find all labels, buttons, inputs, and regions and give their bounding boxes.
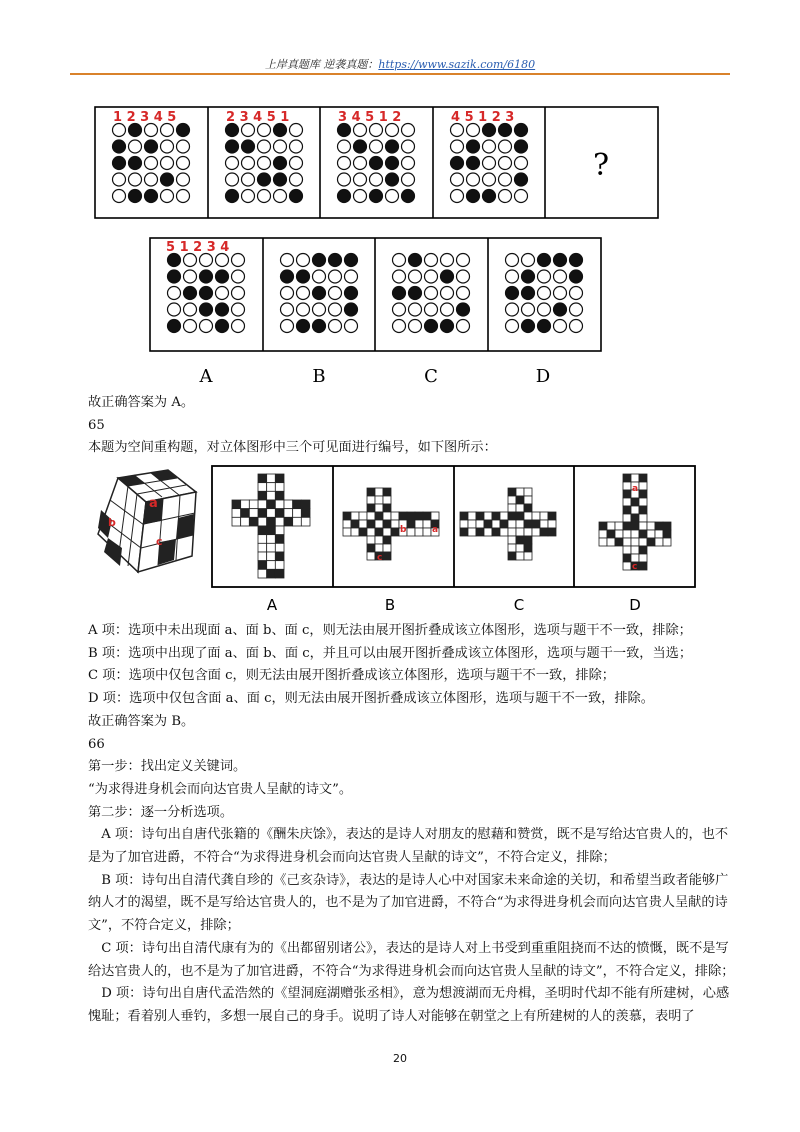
net-c-cell bbox=[524, 552, 532, 560]
net-b-cell bbox=[375, 496, 383, 504]
net-a-cell bbox=[232, 517, 241, 526]
net-c-cell bbox=[468, 520, 476, 528]
net-d-cell bbox=[639, 506, 647, 514]
net-c-cell bbox=[508, 528, 516, 536]
net-b-cell bbox=[359, 528, 367, 536]
net-b-face-c: c bbox=[377, 553, 383, 563]
net-a-cell bbox=[258, 569, 267, 578]
net-d-cell bbox=[639, 498, 647, 506]
cube-face-a: a bbox=[149, 496, 158, 511]
net-b-cell bbox=[423, 512, 431, 520]
net-a-cell bbox=[275, 474, 284, 483]
net-b-cell bbox=[343, 520, 351, 528]
net-c-cell bbox=[476, 512, 484, 520]
net-a-cell bbox=[232, 500, 241, 509]
cube-face-c: c bbox=[156, 535, 163, 548]
net-c-cell bbox=[516, 552, 524, 560]
net-b-cell bbox=[351, 528, 359, 536]
net-a-cell bbox=[275, 509, 284, 518]
net-b-cell bbox=[367, 552, 375, 560]
net-d-cell bbox=[631, 554, 639, 562]
net-d-cell bbox=[639, 490, 647, 498]
q66-step1: 第一步：找出定义关键词。 bbox=[88, 759, 247, 775]
net-b-cell bbox=[375, 536, 383, 544]
net-c-cell bbox=[484, 512, 492, 520]
net-c-cell bbox=[532, 528, 540, 536]
net-d-cell bbox=[615, 530, 623, 538]
net-d-cell bbox=[631, 530, 639, 538]
net-b-cell bbox=[391, 512, 399, 520]
net-d-cell bbox=[663, 530, 671, 538]
net-c-cell bbox=[540, 528, 548, 536]
net-c-cell bbox=[524, 528, 532, 536]
net-a-cell bbox=[293, 517, 302, 526]
net-b-face-a: a bbox=[432, 525, 439, 535]
net-d-cell bbox=[623, 506, 631, 514]
net-d-cell bbox=[607, 538, 615, 546]
net-d-cell bbox=[631, 538, 639, 546]
net-b-cell bbox=[407, 512, 415, 520]
net-b-cell bbox=[375, 528, 383, 536]
net-b-cell bbox=[383, 488, 391, 496]
net-d-cell bbox=[623, 514, 631, 522]
net-d-cell bbox=[655, 522, 663, 530]
net-a-cell bbox=[267, 517, 276, 526]
net-d-face-c: c bbox=[632, 562, 638, 572]
net-c-cell bbox=[500, 520, 508, 528]
net-b-cell bbox=[343, 528, 351, 536]
net-d-cell bbox=[623, 546, 631, 554]
q66-option-b: B 项：诗句出自清代龚自珍的《己亥杂诗》，表达的是诗人心中对国家未来命途的关切，和希望当政者能够广纳人才的渴望，既不是写给达官贵人的，也不是为了加官进爵，不符合“为求得进身机会而向达官贵人呈献的诗文”，不符合定义，排除； bbox=[88, 872, 729, 934]
q64-option-c: C bbox=[424, 366, 438, 387]
net-a-cell bbox=[267, 552, 276, 561]
net-d-cell bbox=[639, 530, 647, 538]
net-c-cell bbox=[508, 536, 516, 544]
net-a-cell bbox=[241, 500, 250, 509]
net-d-cell bbox=[623, 490, 631, 498]
net-b-cell bbox=[367, 512, 375, 520]
net-c-cell bbox=[516, 504, 524, 512]
net-a-cell bbox=[267, 509, 276, 518]
q65-intro: 本题为空间重构题，对立体图形中三个可见面进行编号，如下图所示： bbox=[88, 440, 497, 456]
net-c-cell bbox=[548, 520, 556, 528]
net-a-cell bbox=[258, 535, 267, 544]
q66-keyword: “为求得进身机会而向达官贵人呈献的诗文”。 bbox=[88, 781, 353, 797]
net-c-cell bbox=[468, 512, 476, 520]
net-a-cell bbox=[258, 491, 267, 500]
net-a-cell bbox=[258, 474, 267, 483]
net-a-cell bbox=[267, 491, 276, 500]
net-b-cell bbox=[415, 528, 423, 536]
net-a-cell bbox=[284, 500, 293, 509]
net-d-cell bbox=[631, 514, 639, 522]
net-b-cell bbox=[343, 512, 351, 520]
net-b-cell bbox=[367, 536, 375, 544]
net-a-cell bbox=[249, 517, 258, 526]
net-a-cell bbox=[284, 509, 293, 518]
net-d-cell bbox=[639, 546, 647, 554]
net-a-cell bbox=[267, 500, 276, 509]
net-drawings bbox=[232, 474, 671, 578]
net-c-cell bbox=[516, 512, 524, 520]
net-b-cell bbox=[399, 512, 407, 520]
net-b-cell bbox=[383, 528, 391, 536]
net-d-cell bbox=[647, 538, 655, 546]
net-b-cell bbox=[383, 504, 391, 512]
net-c-cell bbox=[492, 528, 500, 536]
q65-line-a: A 项：选项中未出现面 a、面 b、面 c，则无法由展开图折叠成该立体图形，选项与题干不一致，排除； bbox=[88, 623, 692, 638]
net-a-cell bbox=[275, 517, 284, 526]
net-c-cell bbox=[484, 528, 492, 536]
net-a-cell bbox=[293, 509, 302, 518]
net-c-cell bbox=[524, 512, 532, 520]
net-a-cell bbox=[301, 509, 310, 518]
net-d-cell bbox=[599, 538, 607, 546]
net-d-cell bbox=[623, 482, 631, 490]
net-d-cell bbox=[623, 522, 631, 530]
q64-option-a: A bbox=[199, 366, 213, 387]
net-b-cell bbox=[415, 520, 423, 528]
q65-option-b: B bbox=[384, 596, 396, 614]
net-b-cell bbox=[407, 528, 415, 536]
q65-answer: 故正确答案为 B。 bbox=[88, 713, 195, 729]
net-d-cell bbox=[639, 522, 647, 530]
net-a-cell bbox=[249, 500, 258, 509]
net-a-cell bbox=[267, 543, 276, 552]
net-c-cell bbox=[524, 488, 532, 496]
net-b-cell bbox=[391, 520, 399, 528]
net-d-cell bbox=[623, 554, 631, 562]
net-d-cell bbox=[623, 530, 631, 538]
net-a-cell bbox=[284, 517, 293, 526]
net-a-cell bbox=[241, 509, 250, 518]
seq-label-3: 3 4 5 1 2 bbox=[338, 110, 402, 125]
net-a-cell bbox=[258, 543, 267, 552]
q65-number: 65 bbox=[88, 417, 105, 433]
net-a-cell bbox=[267, 474, 276, 483]
net-a-cell bbox=[275, 491, 284, 500]
net-b-cell bbox=[431, 512, 439, 520]
net-c-cell bbox=[532, 520, 540, 528]
net-d-cell bbox=[647, 530, 655, 538]
net-c-cell bbox=[476, 528, 484, 536]
net-d-face-a: a bbox=[632, 484, 639, 494]
q65-analysis bbox=[88, 620, 738, 1029]
net-c-cell bbox=[508, 504, 516, 512]
net-c-cell bbox=[516, 528, 524, 536]
page-number: 20 bbox=[393, 1052, 407, 1065]
net-a-cell bbox=[275, 569, 284, 578]
net-c-cell bbox=[524, 504, 532, 512]
net-c-cell bbox=[524, 536, 532, 544]
net-a-cell bbox=[275, 543, 284, 552]
net-a-cell bbox=[275, 500, 284, 509]
net-d-cell bbox=[623, 538, 631, 546]
net-b-cell bbox=[383, 544, 391, 552]
net-c-cell bbox=[508, 544, 516, 552]
q65-line-c: C 项：选项中仅包含面 c，则无法由展开图折叠成该立体图形，选项与题干不一致，排除； bbox=[88, 668, 615, 684]
net-d-cell bbox=[599, 530, 607, 538]
net-b-cell bbox=[351, 512, 359, 520]
net-b-cell bbox=[423, 528, 431, 536]
net-c-cell bbox=[492, 512, 500, 520]
net-c-cell bbox=[524, 520, 532, 528]
q65-option-d: D bbox=[629, 596, 641, 614]
net-c-cell bbox=[524, 544, 532, 552]
net-a-cell bbox=[258, 509, 267, 518]
net-c-cell bbox=[508, 512, 516, 520]
net-d-cell bbox=[639, 562, 647, 570]
net-c-cell bbox=[516, 488, 524, 496]
net-b-cell bbox=[367, 496, 375, 504]
net-b-cell bbox=[391, 528, 399, 536]
net-a-cell bbox=[293, 500, 302, 509]
net-d-cell bbox=[655, 538, 663, 546]
q64-option-d: D bbox=[535, 366, 551, 387]
net-a-cell bbox=[258, 500, 267, 509]
net-a-cell bbox=[267, 526, 276, 535]
q64-answer: 故正确答案为 A。 bbox=[88, 395, 195, 410]
seq-label-2: 2 3 4 5 1 bbox=[226, 110, 290, 125]
net-d-cell bbox=[623, 474, 631, 482]
net-c-cell bbox=[540, 512, 548, 520]
net-c-cell bbox=[492, 520, 500, 528]
net-a-cell bbox=[301, 517, 310, 526]
net-c-cell bbox=[460, 520, 468, 528]
net-b-cell bbox=[407, 520, 415, 528]
net-d-cell bbox=[663, 538, 671, 546]
net-b-cell bbox=[375, 512, 383, 520]
net-b-cell bbox=[383, 512, 391, 520]
net-a-cell bbox=[275, 535, 284, 544]
net-c-cell bbox=[516, 536, 524, 544]
net-b-cell bbox=[367, 488, 375, 496]
net-a-cell bbox=[249, 509, 258, 518]
net-d-cell bbox=[607, 522, 615, 530]
q65-line-d: D 项：选项中仅包含面 a、面 c，则无法由展开图折叠成该立体图形，选项与题干不一致，排除。 bbox=[88, 691, 654, 707]
net-b-cell bbox=[423, 520, 431, 528]
net-a-cell bbox=[232, 509, 241, 518]
question-mark: ? bbox=[592, 148, 610, 183]
net-c-cell bbox=[516, 544, 524, 552]
net-b-cell bbox=[375, 520, 383, 528]
net-d-cell bbox=[631, 498, 639, 506]
net-c-cell bbox=[548, 512, 556, 520]
net-d-cell bbox=[639, 514, 647, 522]
net-b-cell bbox=[367, 528, 375, 536]
net-b-cell bbox=[367, 520, 375, 528]
q66-option-d: D 项：诗句出自唐代孟浩然的《望洞庭湖赠张丞相》，意为想渡湖而无舟楫，圣明时代却不能有所建树，心感愧耻；看着别人垂钓，多想一展自己的身手。说明了诗人对能够在朝堂之上有所建树的人的羡慕，表明了 bbox=[88, 986, 730, 1024]
net-a-cell bbox=[267, 569, 276, 578]
net-d-cell bbox=[631, 506, 639, 514]
net-b-cell bbox=[367, 544, 375, 552]
net-d-cell bbox=[639, 538, 647, 546]
net-c-cell bbox=[508, 488, 516, 496]
net-d-cell bbox=[655, 530, 663, 538]
net-d-cell bbox=[615, 522, 623, 530]
net-a-cell bbox=[241, 517, 250, 526]
net-c-cell bbox=[476, 520, 484, 528]
net-d-cell bbox=[647, 522, 655, 530]
net-c-cell bbox=[548, 528, 556, 536]
net-a-cell bbox=[275, 526, 284, 535]
q66-option-a: A 项：诗句出自唐代张籍的《酬朱庆馀》，表达的是诗人对朋友的慰藉和赞赏，既不是写给达官贵人的，也不是为了加官进爵，不符合“为求得进身机会而向达官贵人呈献的诗文”，不符合定义，排除； bbox=[88, 827, 729, 866]
net-b-cell bbox=[375, 504, 383, 512]
net-a-cell bbox=[258, 552, 267, 561]
net-c-cell bbox=[508, 552, 516, 560]
net-b-cell bbox=[383, 536, 391, 544]
net-d-cell bbox=[663, 522, 671, 530]
q66-step2: 第二步：逐一分析选项。 bbox=[88, 804, 234, 820]
q66-number: 66 bbox=[88, 736, 105, 752]
net-a-cell bbox=[258, 517, 267, 526]
net-c-cell bbox=[516, 520, 524, 528]
net-d-cell bbox=[623, 562, 631, 570]
net-b-cell bbox=[367, 504, 375, 512]
net-a-cell bbox=[267, 561, 276, 570]
net-b-cell bbox=[359, 520, 367, 528]
net-c-cell bbox=[460, 528, 468, 536]
seq-label-1: 1 2 3 4 5 bbox=[113, 110, 177, 125]
q65-line-b: B 项：选项中出现了面 a、面 b、面 c，并且可以由展开图折叠成该立体图形，选项与题干一致，当选； bbox=[88, 645, 693, 661]
net-c-cell bbox=[460, 512, 468, 520]
net-c-cell bbox=[508, 496, 516, 504]
net-a-cell bbox=[258, 526, 267, 535]
net-b-cell bbox=[359, 512, 367, 520]
net-d-cell bbox=[599, 522, 607, 530]
q66-option-c: C 项：诗句出自清代康有为的《出都留别诸公》，表达的是诗人对上书受到重重阻挠而不达的愤慨，既不是写给达官贵人的，也不是为了加官进爵，不符合“为求得进身机会而向达官贵人呈献的诗文”，不符合定义，排除； bbox=[88, 940, 735, 979]
net-b-face-b: b bbox=[400, 525, 407, 535]
net-d-cell bbox=[639, 474, 647, 482]
net-a-cell bbox=[275, 561, 284, 570]
net-c-cell bbox=[540, 520, 548, 528]
net-c-cell bbox=[500, 528, 508, 536]
net-a-cell bbox=[301, 500, 310, 509]
net-c-cell bbox=[500, 512, 508, 520]
net-b-cell bbox=[351, 520, 359, 528]
net-b-cell bbox=[415, 512, 423, 520]
net-a-cell bbox=[275, 552, 284, 561]
net-c-cell bbox=[484, 520, 492, 528]
net-b-cell bbox=[383, 520, 391, 528]
net-d-cell bbox=[615, 538, 623, 546]
q65-option-c: C bbox=[513, 596, 525, 614]
net-c-cell bbox=[508, 520, 516, 528]
header-link[interactable]: https://www.sazik.com/6180 bbox=[378, 58, 536, 71]
net-b-cell bbox=[383, 496, 391, 504]
net-b-cell bbox=[375, 488, 383, 496]
cube-face-b: b bbox=[108, 516, 116, 529]
net-d-cell bbox=[631, 474, 639, 482]
q65-option-a: A bbox=[266, 596, 278, 614]
net-a-cell bbox=[258, 483, 267, 492]
net-c-cell bbox=[524, 496, 532, 504]
net-d-cell bbox=[639, 554, 647, 562]
net-a-cell bbox=[275, 483, 284, 492]
net-b-cell bbox=[383, 552, 391, 560]
net-c-cell bbox=[468, 528, 476, 536]
net-c-cell bbox=[516, 496, 524, 504]
net-d-cell bbox=[639, 482, 647, 490]
net-d-cell bbox=[607, 530, 615, 538]
seq-label-4: 4 5 1 2 3 bbox=[451, 110, 515, 125]
net-b-cell bbox=[375, 544, 383, 552]
net-d-cell bbox=[631, 522, 639, 530]
net-a-cell bbox=[267, 483, 276, 492]
q64-option-b: B bbox=[312, 366, 326, 387]
net-a-cell bbox=[267, 535, 276, 544]
net-d-cell bbox=[631, 546, 639, 554]
net-a-cell bbox=[258, 561, 267, 570]
net-d-cell bbox=[623, 498, 631, 506]
header-prefix: 上岸真题库 逆袭真题： bbox=[264, 58, 379, 71]
opt-a-label: 5 1 2 3 4 bbox=[166, 240, 230, 255]
net-c-cell bbox=[532, 512, 540, 520]
